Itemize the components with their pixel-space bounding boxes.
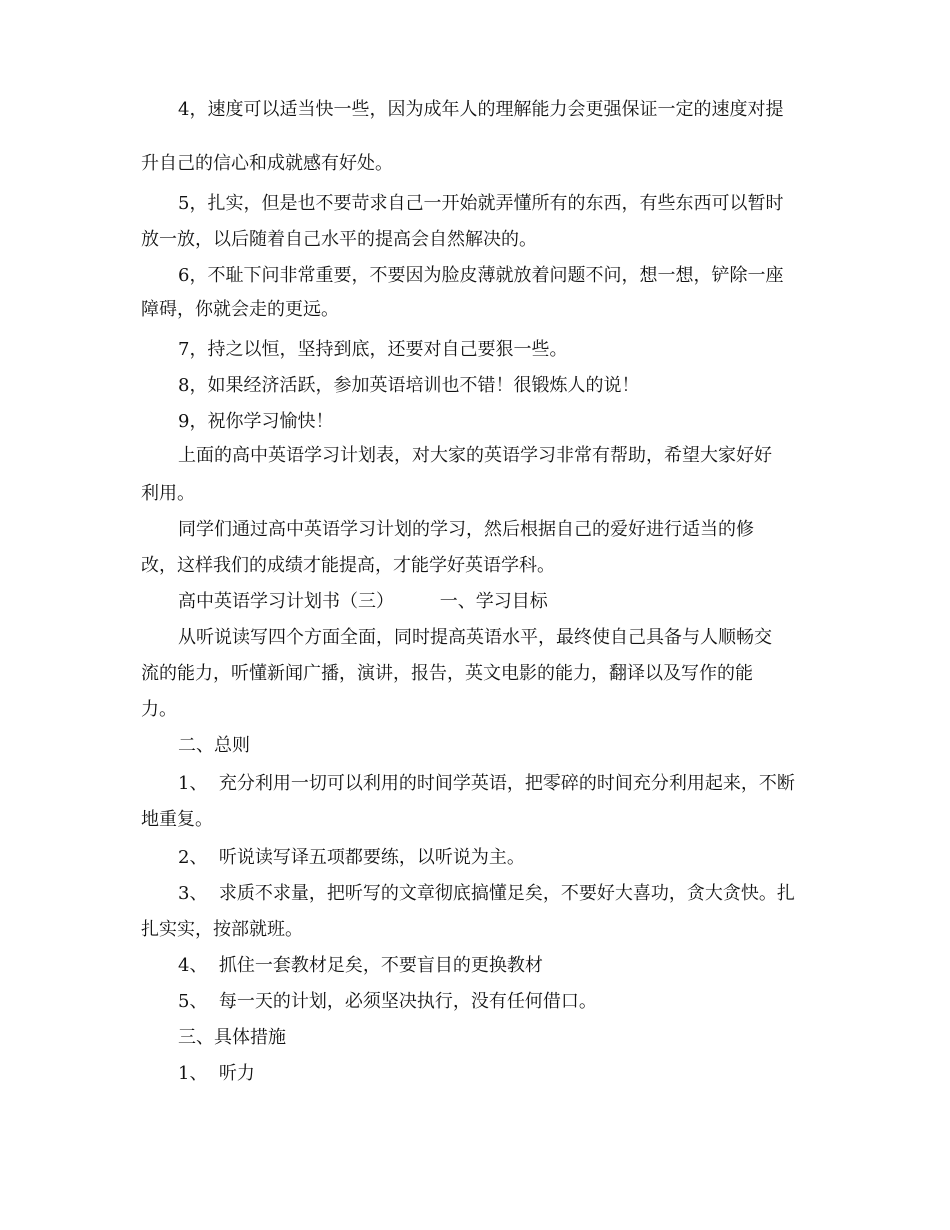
text-line: 从听说读写四个方面全面，同时提高英语水平，最终使自己具备与人顺畅交 — [178, 627, 772, 648]
text-line: 力。 — [141, 699, 177, 720]
section-heading: 二、总则 — [178, 735, 250, 756]
text-line: 2、 听说读写译五项都要练，以听说为主。 — [178, 847, 525, 868]
section-heading: 三、具体措施 — [178, 1027, 286, 1048]
text-line: 6，不耻下问非常重要，不要因为脸皮薄就放着问题不问，想一想，铲除一座 — [178, 265, 784, 286]
text-line: 障碍，你就会走的更远。 — [141, 299, 339, 320]
text-line: 9，祝你学习愉快！ — [178, 411, 334, 432]
text-line: 放一放，以后随着自己水平的提高会自然解决的。 — [141, 229, 537, 250]
text-line: 高中英语学习计划书（三） 一、学习目标 — [178, 591, 548, 612]
text-line: 3、 求质不求量，把听写的文章彻底搞懂足矣，不要好大喜功，贪大贪快。扎 — [178, 883, 795, 904]
text-line: 流的能力，听懂新闻广播，演讲，报告，英文电影的能力，翻译以及写作的能 — [141, 663, 753, 684]
text-line: 7，持之以恒，坚持到底，还要对自己要狠一些。 — [178, 339, 568, 360]
text-line: 地重复。 — [141, 809, 213, 830]
text-line: 1、 充分利用一切可以利用的时间学英语，把零碎的时间充分利用起来，不断 — [178, 773, 795, 794]
text-line: 5，扎实，但是也不要苛求自己一开始就弄懂所有的东西，有些东西可以暂时 — [178, 193, 784, 214]
text-line: 1、 听力 — [178, 1063, 255, 1084]
text-line: 扎实实，按部就班。 — [141, 919, 303, 940]
text-line: 同学们通过高中英语学习计划的学习，然后根据自己的爱好进行适当的修 — [178, 519, 754, 540]
text-line: 升自己的信心和成就感有好处。 — [141, 153, 393, 174]
text-line: 5、 每一天的计划，必须坚决执行，没有任何借口。 — [178, 991, 597, 1012]
text-line: 改，这样我们的成绩才能提高，才能学好英语学科。 — [141, 555, 555, 576]
text-line: 4，速度可以适当快一些，因为成年人的理解能力会更强保证一定的速度对提 — [178, 99, 784, 120]
text-line: 上面的高中英语学习计划表，对大家的英语学习非常有帮助，希望大家好好 — [178, 445, 772, 466]
text-line: 4、 抓住一套教材足矣，不要盲目的更换教材 — [178, 955, 543, 976]
text-line: 8，如果经济活跃，参加英语培训也不错！很锻炼人的说！ — [178, 375, 640, 396]
text-line: 利用。 — [141, 483, 195, 504]
